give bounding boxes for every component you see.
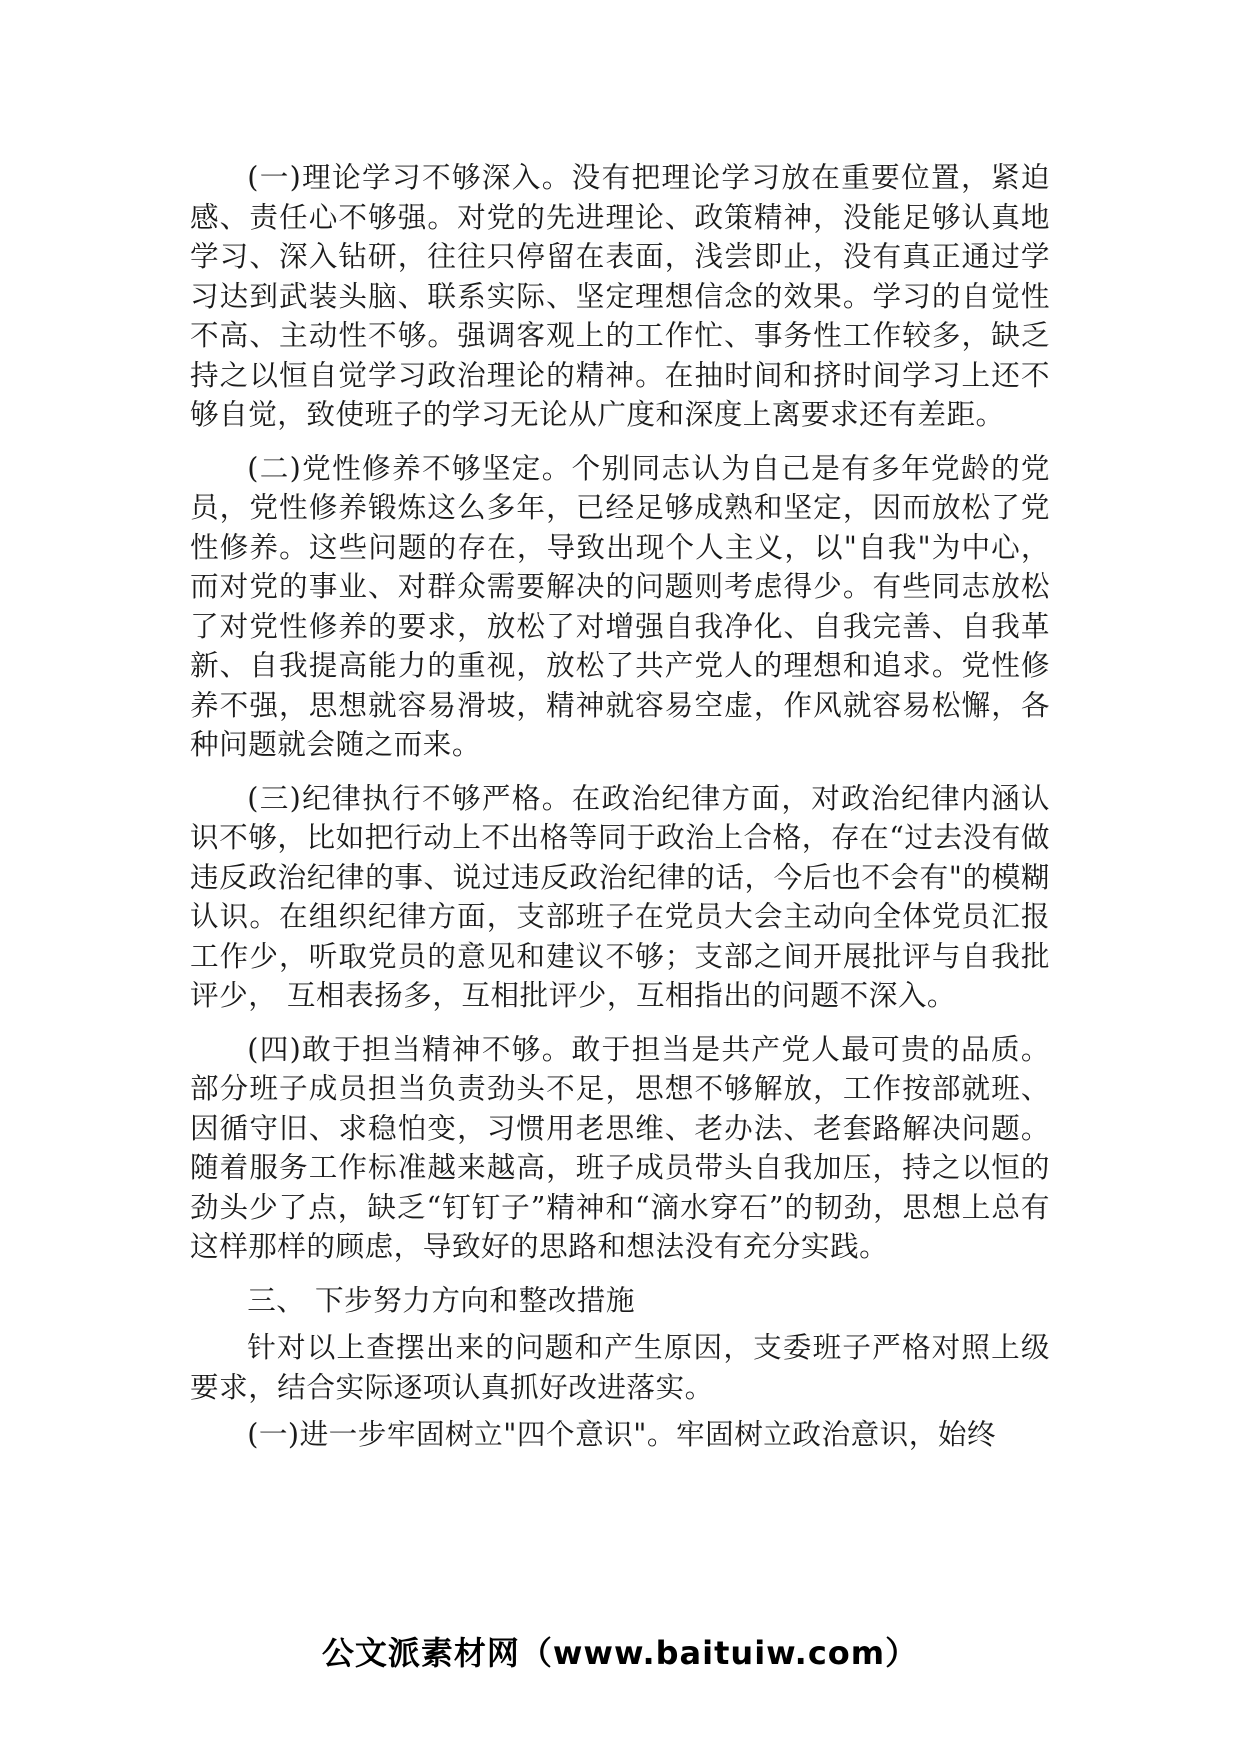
footer-watermark: 公文派素材网（www.baituiw.com） [321,1634,919,1672]
paragraph-intro: 针对以上查摆出来的问题和产生原因，支委班子严格对照上级要求，结合实际逐项认真抓好改进落实。 [190,1330,1050,1404]
paragraph-responsibility: (四)敢于担当精神不够。敢于担当是共产党人最可贵的品质。部分班子成员担当负责劲头不足，思想不够解放，工作按部就班、因循守旧、求稳怕变，习惯用老思维、老办法、老套路解决问题。随着服务工作标准越来越高，班子成员带头自我加压，持之以恒的劲头少了点，缺乏“钉钉子”精神和“滴水穿石”的韧劲，思想上总有这样那样的顾虑，导致好的思路和想法没有充分实践。 [190,1031,1050,1263]
paragraph-theory-study: (一)理论学习不够深入。没有把理论学习放在重要位置，紧迫感、责任心不够强。对党的先进理论、政策精神，没能足够认真地学习、深入钻研，往往只停留在表面，浅尝即止，没有真正通过学习达到武装头脑、联系实际、坚定理想信念的效果。学习的自觉性不高、主动性不够。强调客观上的工作忙、事务性工作较多，缺乏持之以恒自觉学习政治理论的精神。在抽时间和挤时间学习上还不够自觉，致使班子的学习无论从广度和深度上离要求还有差距。 [190,160,1050,431]
section-heading: 三、 下步努力方向和整改措施 [247,1282,635,1317]
document-body [190,158,1050,1455]
paragraph-party-spirit: (二)党性修养不够坚定。个别同志认为自己是有多年党龄的党员，党性修养锻炼这么多年，已经足够成熟和坚定，因而放松了党性修养。这些问题的存在，导致出现个人主义，以"自我"为中心，而对党的事业、对群众需要解决的问题则考虑得少。有些同志放松了对党性修养的要求，放松了对增强自我净化、自我完善、自我革新、自我提高能力的重视，放松了共产党人的理想和追求。党性修养不强，思想就容易滑坡，精神就容易空虚，作风就容易松懈，各种问题就会随之而来。 [190,450,1050,761]
paragraph-four-consciousness: (一)进一步牢固树立"四个意识"。牢固树立政治意识，始终 [247,1417,997,1451]
paragraph-discipline: (三)纪律执行不够严格。在政治纪律方面，对政治纪律内涵认识不够，比如把行动上不出格等同于政治上合格，存在“过去没有做违反政治纪律的事、说过违反政治纪律的话，今后也不会有"的模糊认识。在组织纪律方面，支部班子在党员大会主动向全体党员汇报工作少，听取党员的意见和建议不够；支部之间开展批评与自我批评少， 互相表扬多，互相批评少，互相指出的问题不深入。 [190,780,1050,1012]
